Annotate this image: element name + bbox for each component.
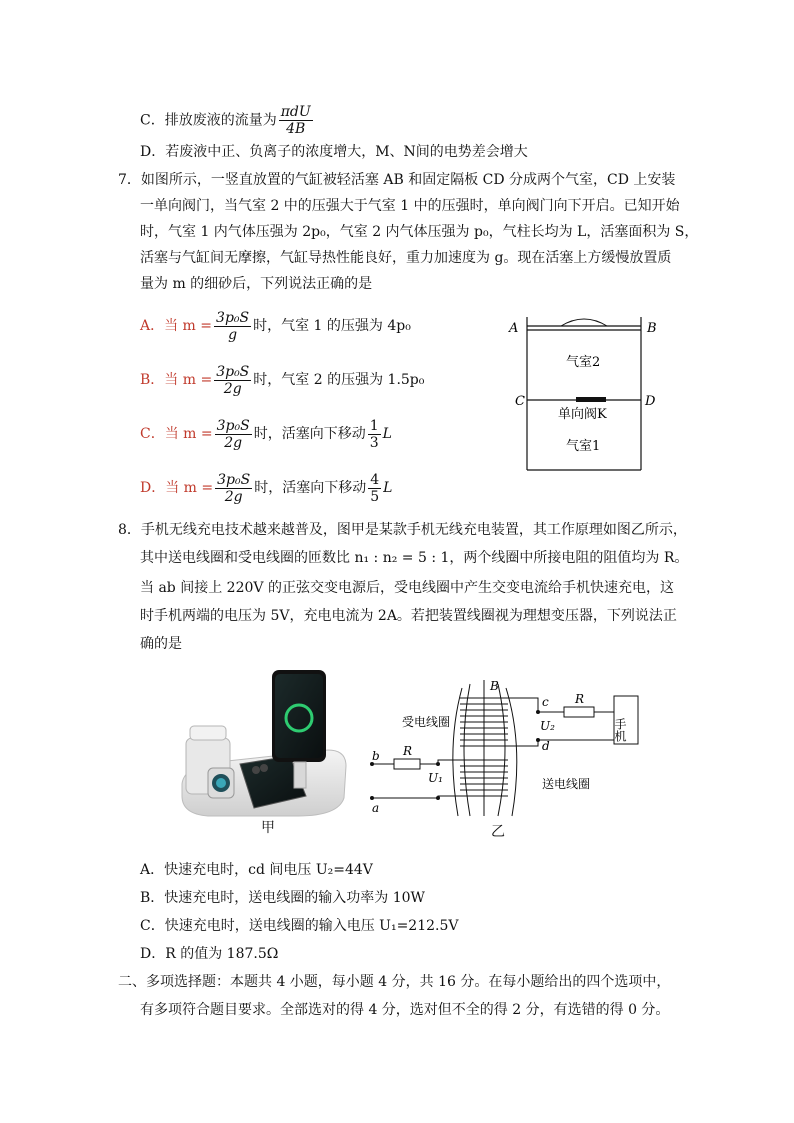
transformer-circuit-diagram <box>366 676 656 824</box>
q8-stem-line4: 时手机两端的电压为 5V，充电电流为 2A。若把装置线圈视为理想变压器，下列说法正 <box>140 608 677 624</box>
q7-option-c: C．当 m = $\frac{\text{3p₀S}}{2g}$ 时，活塞向下移动 $\frac{1}{3}$ L <box>140 417 392 451</box>
q6-option-c-fraction: $\frac{\text{πdU}}{4B}$ <box>280 104 311 137</box>
q8-option-b: B．快速充电时，送电线圈的输入功率为 10W <box>140 890 425 906</box>
terminal-a <box>370 796 374 800</box>
terminal-c <box>536 710 540 714</box>
q8-option-c: C．快速充电时，送电线圈的输入电压 U₁=212.5V <box>140 918 459 934</box>
label-u2: U₂ <box>540 719 555 733</box>
label-field-b: B <box>490 679 499 693</box>
label-c: C <box>515 394 525 409</box>
section2-instructions-line2: 有多项符合题目要求。全部选对的得 4 分，选对但不全的得 2 分，有选错的得 0 分。 <box>140 1002 670 1018</box>
section2-instructions-line1: 二、多项选择题：本题共 4 小题，每小题 4 分，共 16 分。在每小题给出的四个选项中， <box>118 974 671 990</box>
q7-stem-line2: 一单向阀门，当气室 2 中的压强大于气室 1 中的压强时，单向阀门向下开启。已知开始 <box>140 198 680 214</box>
figure-yi-caption: 乙 <box>491 824 505 840</box>
q7-option-d-distance-fraction: $\frac{4}{5}$ <box>370 471 380 505</box>
q8-option-d: D．R 的值为 187.5Ω <box>140 946 279 962</box>
sand-pile <box>561 319 607 326</box>
resistor-r-bottom <box>394 759 420 769</box>
label-a: A <box>509 321 519 336</box>
q6-option-d: D．若废液中正、负离子的浓度增大，M、N间的电势差会增大 <box>140 144 528 160</box>
q8-option-a: A．快速充电时，cd 间电压 U₂=44V <box>140 862 373 878</box>
q7-option-a: A．当 m = $\frac{\text{3p₀S}}{g}$ 时，气室 1 的压强为 4p₀ <box>140 309 411 343</box>
label-a: a <box>372 801 380 815</box>
q7-option-c-distance-fraction: $\frac{1}{3}$ <box>369 417 379 451</box>
phone-stand <box>294 762 306 788</box>
label-room2: 气室2 <box>566 355 601 370</box>
label-r-bottom: R <box>403 744 413 758</box>
q8-stem-line3: 当 ab 间接上 220V 的正弦交变电源后，受电线圈中产生交变电流给手机快速充电，这 <box>140 580 674 596</box>
resistor-r-top <box>564 707 594 717</box>
q7-cylinder-figure <box>505 312 665 472</box>
q7-option-d: D．当 m = $\frac{\text{3p₀S}}{2g}$ 时，活塞向下移动 $\frac{4}{5}$ L <box>140 471 393 505</box>
label-c: c <box>542 695 549 709</box>
q7-option-d-fraction: $\frac{\text{3p₀S}}{2g}$ <box>217 471 251 505</box>
label-b: b <box>372 749 380 763</box>
label-u1: U₁ <box>428 771 443 785</box>
q7-stem-line1: 7．如图所示，一竖直放置的气缸被轻活塞 AB 和固定隔板 CD 分成两个气室，CD 上安装 <box>118 172 676 188</box>
charging-dock-photo <box>178 666 348 824</box>
q7-option-b: B．当 m = $\frac{\text{3p₀S}}{2g}$ 时，气室 2 的压强为 1.5p₀ <box>140 363 425 397</box>
q7-option-b-fraction: $\frac{\text{3p₀S}}{2g}$ <box>216 363 250 397</box>
q6-option-c: C．排放废液的流量为 $\frac{\text{πdU}}{4B}$ <box>140 104 311 137</box>
valve-k <box>576 397 606 402</box>
label-r-top: R <box>575 692 585 706</box>
label-d: d <box>542 739 550 753</box>
label-room1: 气室1 <box>566 439 601 454</box>
label-valve: 单向阀K <box>558 407 607 422</box>
label-d: D <box>645 394 656 409</box>
q8-stem-line5: 确的是 <box>140 636 182 652</box>
q7-stem-line4: 活塞与气缸间无摩擦，气缸导热性能良好，重力加速度为 g。现在活塞上方缓慢放置质 <box>140 250 672 266</box>
label-receiving-coil: 受电线圈 <box>402 715 451 729</box>
label-sending-coil: 送电线圈 <box>542 777 591 791</box>
q7-stem-line5: 量为 m 的细砂后，下列说法正确的是 <box>140 276 373 292</box>
q8-stem-line2: 其中送电线圈和受电线圈的匝数比 n₁ : n₂ = 5 : 1，两个线圈中所接电阻的阻值均为 R。 <box>140 550 689 566</box>
q8-stem-line1: 8．手机无线充电技术越来越普及，图甲是某款手机无线充电装置，其工作原理如图乙所示， <box>118 522 687 538</box>
q7-stem-line3: 时，气室 1 内气体压强为 2p₀，气室 2 内气体压强为 p₀，气柱长均为 L，活塞面积为 S， <box>140 224 699 240</box>
q7-option-a-fraction: $\frac{\text{3p₀S}}{g}$ <box>216 309 250 343</box>
q7-option-c-fraction: $\frac{\text{3p₀S}}{2g}$ <box>216 417 250 451</box>
label-b: B <box>647 321 657 336</box>
terminal-d <box>536 738 540 742</box>
label-phone: 手机 <box>613 718 627 742</box>
figure-jia-caption: 甲 <box>261 820 275 836</box>
